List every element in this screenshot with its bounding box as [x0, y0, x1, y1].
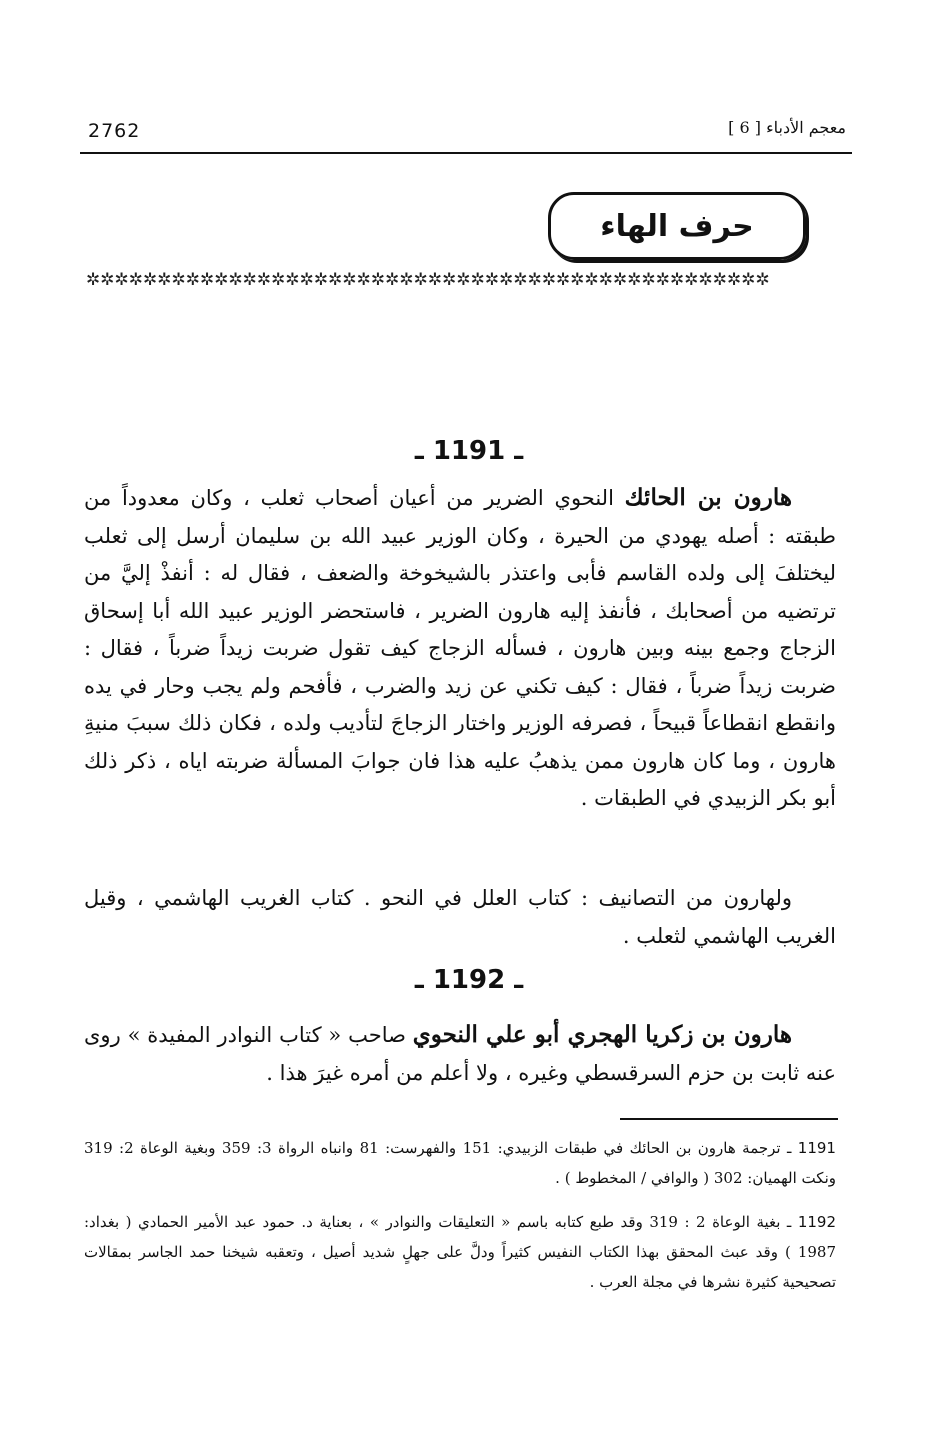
- entry-1191-paragraph: [84, 479, 836, 818]
- footnote-1191-number: 1191: [797, 1139, 836, 1157]
- entry-1192-paragraph: [84, 1016, 836, 1092]
- footnote-1191: [84, 1133, 836, 1193]
- footnote-1191-text: ـ ترجمة هارون بن الحائك في طبقات الزبيدي: 151 والفهرست: 81 وانباه الرواة 3: 359 وبغية الوعاة 2: 319 ونكت الهميان: 302 ( والوافي / المخطوط ) .: [84, 1139, 836, 1187]
- footnote-1192-text: ـ بغية الوعاة 2 : 319 وقد طبع كتابه باسم « التعليقات والنوادر » ، بعناية د. حمود عبد الأمير الحمادي ( بغداد: 1987 ) وقد عبث المحقق بهذا الكتاب النفيس كثيراً ودلَّ على جهلٍ شديد أصيل ، وتعقبه شيخنا حمد الجاسر بمقالات تصحيحية كثيرة نشرها في مجلة العرب .: [84, 1213, 836, 1291]
- star-ornament-divider: ✲✲✲✲✲✲✲✲✲✲✲✲✲✲✲✲✲✲✲✲✲✲✲✲✲✲✲✲✲✲✲✲✲✲✲✲✲✲✲✲✲✲✲✲✲✲✲✲: [86, 270, 770, 290]
- entry-1191-works-paragraph: ولهارون من التصانيف : كتاب العلل في النحو . كتاب الغريب الهاشمي ، وقيل الغريب الهاشمي لثعلب .: [84, 886, 836, 948]
- entry-1192-text: صاحب « كتاب النوادر المفيدة » روى عنه ثابت بن حزم السرقسطي وغيره ، ولا أعلم من أمره غيرَ هذا .: [84, 1023, 836, 1085]
- footnote-1192: [84, 1207, 836, 1297]
- footnote-1192-number: 1192: [797, 1213, 836, 1231]
- entry-1191-name: هارون بن الحائك: [624, 484, 793, 511]
- page-number: 2762: [88, 120, 141, 142]
- chapter-title-box: [548, 192, 806, 260]
- header-rule: [80, 152, 852, 154]
- entry-1191-text: النحوي الضرير من أعيان أصحاب ثعلب ، وكان معدوداً من طبقته : أصله يهودي من الحيرة ، وكان الوزير عبيد الله بن سليمان أرسل إلى ثعلب ليختلفَ إلى ولده القاسم فأبى واعتذر بالشيخوخة والضعف ، فقال له : أنفذْ إليَّ من ترتضيه من أصحابك ، فأنفذ إليه هارون الضرير ، فاستحضر الوزير عبيد الله أبا إسحاق الزجاج وجمع بينه وبين هارون ، فسأله الزجاج كيف تقول ضربت زيداً ضرباً ، فقال : ضربت زيداً ضرباً ، فقال : كيف تكني عن زيد والضرب ، فأفحم ولم يجب وحار في يده وانقطع انقطاعاً قبيحاً ، فصرفه الوزير واختار الزجاجَ لتأديب ولده ، فكان ذلك سببَ منيةِ هارون ، وما كان هارون ممن يذهبُ عليه هذا فان جوابَ المسألة ضربته اياه ، ذكر ذلك أبو بكر الزبيدي في الطبقات .: [84, 486, 836, 810]
- running-header-title: معجم الأدباء [ 6 ]: [728, 118, 846, 137]
- chapter-title: حرف الهاء: [600, 208, 754, 244]
- entry-1192-name: هارون بن زكريا الهجري أبو علي النحوي: [412, 1021, 792, 1048]
- entry-number-1192: ـ 1192 ـ: [414, 965, 524, 995]
- entry-number-1191: ـ 1191 ـ: [414, 436, 524, 466]
- footnote-rule: [620, 1118, 838, 1120]
